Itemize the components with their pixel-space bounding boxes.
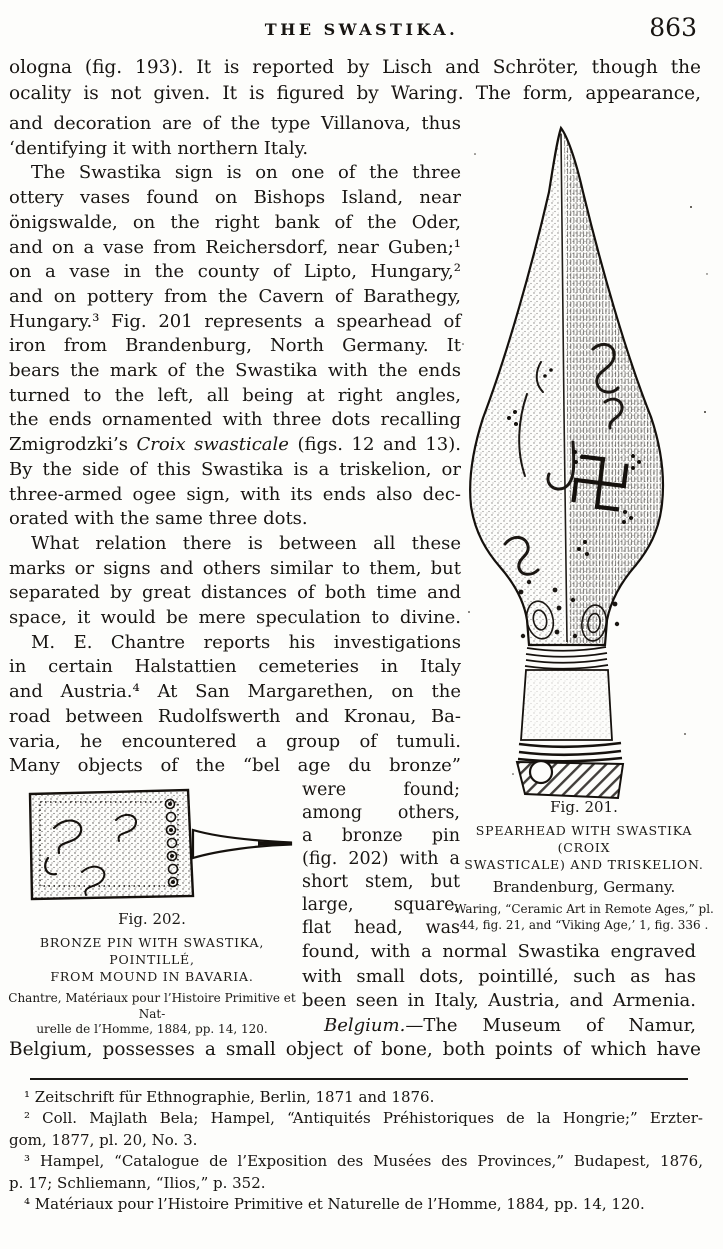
running-head-title: THE SWASTIKA. (264, 20, 459, 39)
text-line: been seen in Italy, Austria, and Armenia. (302, 990, 696, 1011)
fig202-label: Fig. 202. (118, 910, 186, 928)
footnote-line: ² Coll. Majlath Bela; Hampel, “Antiquités Préhistoriques de la Hongrie;” Erzter- (24, 1109, 703, 1128)
footnote-line: p. 17; Schliemann, “Ilios,” p. 352. (9, 1173, 266, 1192)
text-line: önigswalde, on the right bank of the Oder, (9, 211, 461, 233)
text-line: orated with the same three dots. (9, 508, 308, 530)
text-line: in certain Halstattien cemeteries in Italy (9, 656, 461, 678)
text-line: varia, he encountered a group of tumuli. (9, 730, 461, 752)
text-line: were found; (302, 780, 460, 800)
fig201-caption-line: SPEARHEAD WITH SWASTIKA (CROIX (475, 823, 693, 855)
text-line-belgium (302, 1014, 696, 1039)
text-line: ocality is not given. It is figured by Waring. The form, appearance, (9, 83, 701, 104)
bronze-pin-engraving (20, 780, 296, 906)
text-line: on a vase in the county of Lipto, Hungary,² (9, 261, 461, 283)
footnote-line: ¹ Zeitschrift für Ethnographie, Berlin, 1871 and 1876. (24, 1088, 435, 1106)
fig201-caption (448, 798, 720, 933)
footnote-divider-rule (30, 1078, 688, 1080)
text-line: three-armed ogee sign, with its ends also dec- (9, 483, 461, 505)
text-line: and on pottery from the Cavern of Barathegy, (9, 285, 461, 307)
text-line: ‘dentifying it with northern Italy. (9, 137, 309, 159)
text-line: with small dots, pointillé, such as has (302, 965, 696, 987)
text-segment: Zmigrodzki’s (9, 434, 137, 456)
fig201-source-line: 44, fig. 21, and “Viking Age,’ 1, fig. 336 . (459, 917, 709, 932)
text-line: found, with a normal Swastika engraved (302, 941, 696, 962)
fig202-caption (0, 910, 304, 1038)
paragraph-top (9, 55, 701, 107)
italic-text-segment: Croix swasticale (136, 434, 289, 456)
text-line: and Austria.⁴ At San Margarethen, on the (9, 681, 461, 703)
paragraph-middle-column (302, 779, 460, 940)
spearhead-engraving (455, 112, 720, 800)
text-line: short stem, but (302, 872, 460, 892)
footnotes (9, 1087, 703, 1215)
text-segment: (figs. 12 and 13). (288, 434, 461, 456)
fig201-spearhead-illustration (455, 112, 720, 800)
text-line: turned to the left, all being at right angles, (9, 384, 461, 406)
text-line: the ends ornamented with three dots recalling (9, 409, 461, 431)
footnote-line: gom, 1877, pl. 20, No. 3. (9, 1130, 198, 1149)
text-line: What relation there is between all these (31, 532, 461, 554)
text-line: Hungary.³ Fig. 201 represents a spearhead of (9, 310, 461, 332)
text-line: M. E. Chantre reports his investigations (31, 631, 461, 653)
fig202-source-line: urelle de l’Homme, 1884, pp. 14, 120. (36, 1022, 268, 1036)
text-line: flat head, was (302, 918, 460, 938)
text-line: marks or signs and others similar to them, but (9, 557, 461, 579)
text-line: Many objects of the “bel age du bronze” (9, 755, 461, 777)
fig202-caption-line: FROM MOUND IN BAVARIA. (50, 969, 254, 984)
text-line: large, square, (302, 895, 460, 915)
text-line: The Swastika sign is on one of the three (31, 162, 461, 184)
text-line-croix-swasticale (9, 433, 461, 458)
fig202-source-line: Chantre, Matériaux pour l’Histoire Primitive et Nat- (8, 991, 296, 1021)
text-line: ologna (fig. 193). It is reported by Lisch and Schröter, though the (9, 57, 701, 78)
text-line: a bronze pin (302, 826, 460, 846)
paragraph-narrow-column (9, 112, 461, 779)
text-line: and on a vase from Reichersdorf, near Guben;¹ (9, 236, 461, 258)
text-line: road between Rudolfswerth and Kronau, Ba- (9, 705, 461, 727)
text-line: (fig. 202) with a (302, 849, 460, 869)
footnote-line: ³ Hampel, “Catalogue de l’Exposition des Musées des Provinces,” Budapest, 1876, (24, 1152, 703, 1171)
text-line: space, it would be mere speculation to divine. (9, 607, 461, 629)
italic-text-segment: Belgium. (324, 1014, 406, 1036)
footnote-line: ⁴ Matériaux pour l’Histoire Primitive et Naturelle de l’Homme, 1884, pp. 14, 120. (24, 1195, 645, 1214)
fig201-source-line: Waring, “Ceramic Art in Remote Ages,” pl. (454, 902, 714, 916)
text-line: Belgium, possesses a small object of bone, both points of which have (9, 1039, 701, 1060)
text-line: By the side of this Swastika is a triskelion, or (9, 458, 461, 480)
fig202-bronze-pin-illustration (20, 780, 296, 906)
paragraph-wide-column (302, 940, 696, 1038)
fig202-caption-line: BRONZE PIN WITH SWASTIKA, POINTILLÉ, (39, 935, 265, 967)
text-segment: —The Museum of Namur, (405, 1014, 696, 1036)
text-line: among others, (302, 803, 460, 823)
page-number: 863 (649, 13, 697, 42)
text-line: bears the mark of the Swastika with the ends (9, 360, 461, 382)
fig201-caption-line: SWASTICALE) AND TRISKELION. (464, 857, 704, 872)
fig201-location: Brandenburg, Germany. (492, 878, 676, 896)
text-line: separated by great distances of both time and (9, 582, 461, 604)
text-line: ottery vases found on Bishops Island, near (9, 187, 461, 209)
text-line: and decoration are of the type Villanova, thus (9, 113, 461, 134)
fig201-label: Fig. 201. (550, 798, 618, 816)
text-line: iron from Brandenburg, North Germany. It (9, 335, 461, 357)
